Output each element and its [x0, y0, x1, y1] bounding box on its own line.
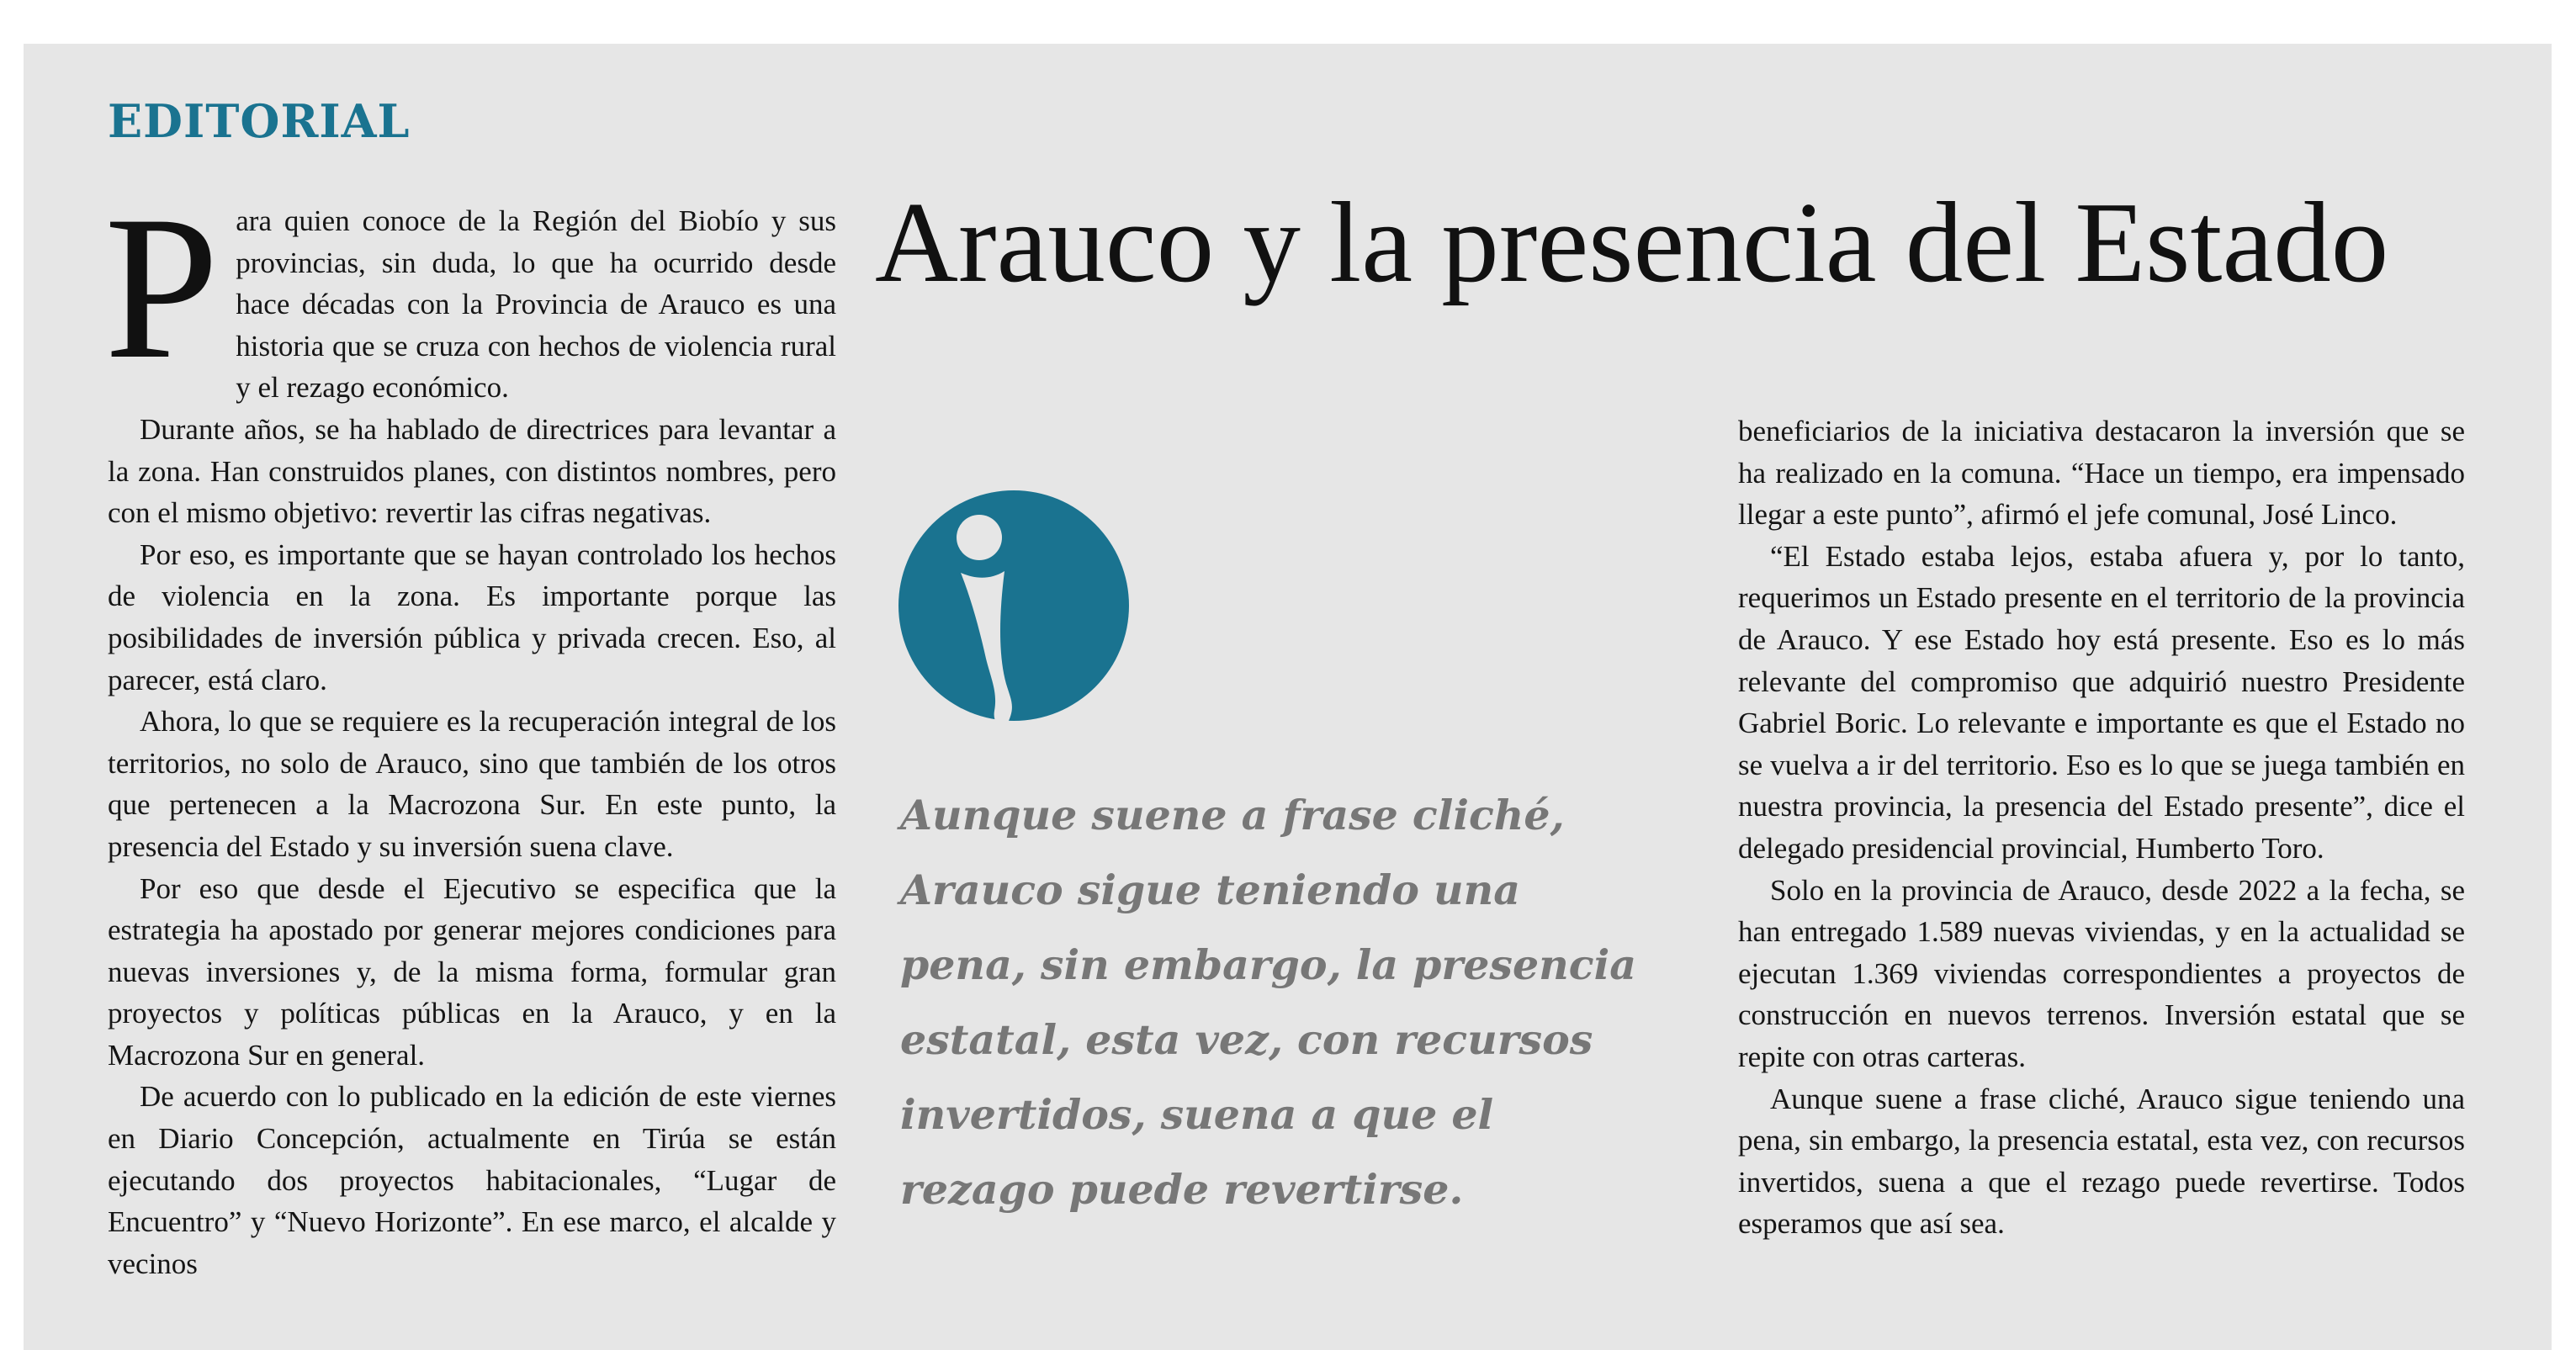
headline: Arauco y la presencia del Estado — [875, 178, 2389, 306]
info-icon — [898, 485, 1129, 726]
drop-cap: P — [104, 173, 220, 401]
pull-quote: Aunque suene a frase cliché, Arauco sigue teniendo una pena, sin embargo, la presencia estatal, esta vez, con recursos invertidos, suena a que el rezago puede revertirse. — [900, 791, 1636, 1214]
body-paragraph: De acuerdo con lo publicado en la edición de este viernes en Diario Concepción, actualmente en Tirúa se están ejecutando dos proyectos habitacionales, “Lugar de Encuentro” y “Nuevo Horizonte”. En ese marco, el alcalde y vecinos — [108, 1080, 836, 1280]
body-paragraph: Por eso, es importante que se hayan controlado los hechos de violencia en la zona. Es importante porque las posibilidades de inversión pública y privada crecen. Eso, al parecer, está claro. — [108, 537, 836, 696]
body-paragraph: Por eso que desde el Ejecutivo se especifica que la estrategia ha apostado por generar mejores condiciones para nuevas inversiones y, de la misma forma, formular gran proyectos y políticas públicas en la Arauco, y en la Macrozona Sur en general. — [108, 871, 836, 1072]
body-paragraph: Aunque suene a frase cliché, Arauco sigue teniendo una pena, sin embargo, la presencia estatal, esta vez, con recursos invertidos, suena a que el rezago puede revertirse. Todos esperamos que así sea. — [1738, 1082, 2465, 1241]
section-label: EDITORIAL — [108, 94, 411, 148]
body-paragraph: “El Estado estaba lejos, estaba afuera y, por lo tanto, requerimos un Estado presente en el territorio de la provincia de Arauco. Y ese Estado hoy está presente. Eso es lo más relevante del compromiso que adquirió nuestro Presidente Gabriel Boric. Lo relevante e importante es que el Estado no se vuelva a ir del territorio. Eso es lo que se juega también en nuestra provincia, la presencia del Estado presente”, dice el delegado presidencial provincial, Humberto Toro. — [1738, 539, 2465, 865]
first-paragraph-text: ara quien conoce de la Región del Biobío y sus provincias, sin duda, lo que ha ocurrido desde hace décadas con la Provincia de Arauco es una historia que se cruza con hechos de violencia rural y el rezago económico. — [236, 204, 836, 405]
body-paragraph: Ahora, lo que se requiere es la recuperación integral de los territorios, no solo de Arauco, sino que también de los otros que pertenecen a la Macrozona Sur. En este punto, la presencia del Estado y su inversión suena clave. — [108, 705, 836, 863]
continuation-paragraph: beneficiarios de la iniciativa destacaron la inversión que se ha realizado en la comuna. “Hace un tiempo, era impensado llegar a este punto”, afirmó el jefe comunal, José Linco. — [1738, 415, 2465, 532]
first-paragraph — [104, 173, 836, 409]
right-column — [1738, 410, 2465, 1245]
left-column — [104, 173, 836, 1284]
body-paragraph: Solo en la provincia de Arauco, desde 2022 a la fecha, se han entregado 1.589 nuevas viviendas, y en la actualidad se ejecutan 1.369 viviendas correspondientes a proyectos de construcción en nuevos terrenos. Inversión estatal que se repite con otras carteras. — [1738, 873, 2465, 1073]
body-paragraph: Durante años, se ha hablado de directrices para levantar a la zona. Han construidos planes, con distintos nombres, pero con el mismo objetivo: revertir las cifras negativas. — [108, 412, 836, 530]
